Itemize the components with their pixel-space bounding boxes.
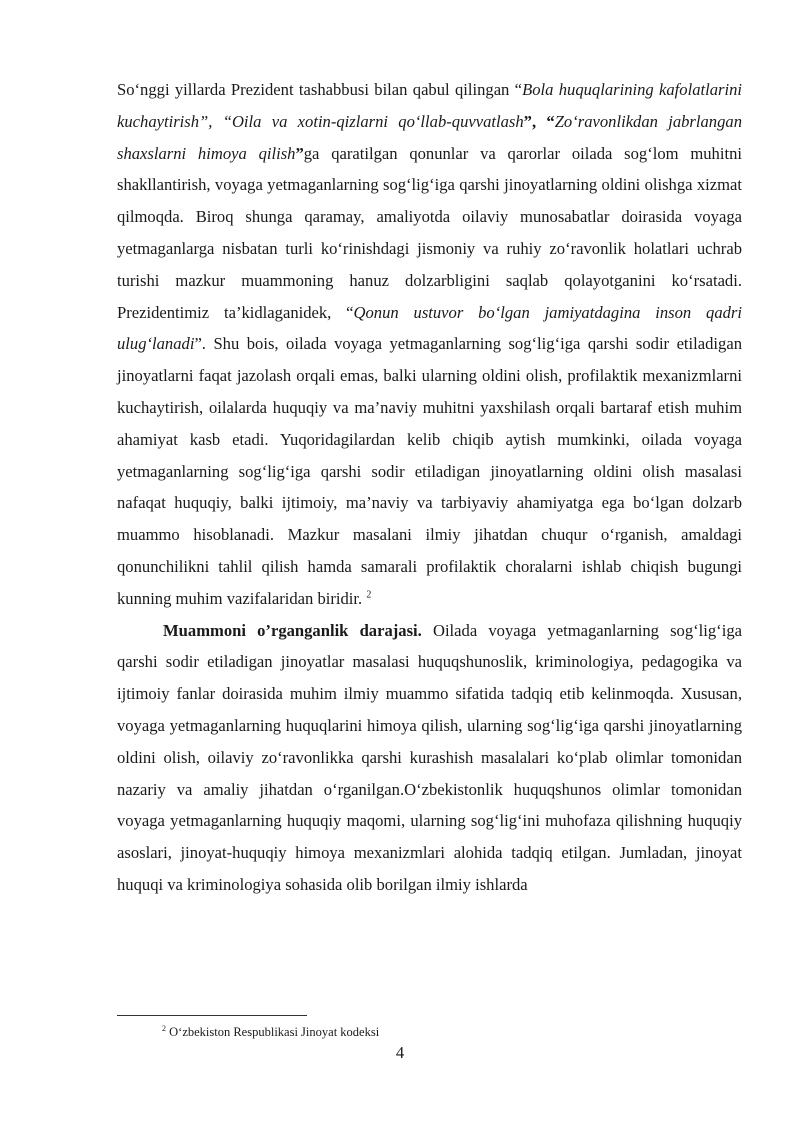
italic-law-title-3: Zo‘ravonlikdan jabrlangan shaxslarni himoya qilish bbox=[117, 111, 742, 163]
text-run: ”. Shu bois, oilada voyaga yetmaganlarning sog‘lig‘iga qarshi sodir etiladigan jinoyatlarni faqat jazolash orqali emas, balki ularning oldini olish, profilaktik mexanizmlarni kuchaytirish, oilalarda huquqiy va ma’naviy muhitni yaxshilash orqali bartaraf etish muhim ahamiyat kasb etadi. Yuqoridagilardan kelib chiqib aytish mumkinki, oilada voyaga yetmaganlarning sog‘lig‘iga qarshi sodir etiladigan jinoyatlarning oldini olish masalasi nafaqat huquqiy, balki ijtimoiy, ma’naviy va tarbiyaviy ahamiyatga ega bo‘lgan dolzarb muammo hisoblanadi. Mazkur masalani ilmiy jihatdan chuqur o‘rganish, amaldagi qonunchilikni tahlil qilish hamda samarali profilaktik choralarni ishlab chiqish bugungi kunning muhim vazifalaridan biridir. bbox=[117, 334, 742, 608]
section-heading: Muammoni o’rganganlik darajasi. bbox=[163, 620, 422, 640]
footnote-separator bbox=[117, 1015, 307, 1016]
text-run: So‘nggi yillarda Prezident tashabbusi bilan qabul qilingan “ bbox=[117, 80, 523, 99]
paragraph-study-level bbox=[117, 615, 742, 901]
paragraph-intro bbox=[117, 74, 742, 615]
footnote-text: O‘zbekiston Respublikasi Jinoyat kodeksi bbox=[166, 1025, 380, 1039]
page-number: 4 bbox=[395, 1043, 405, 1062]
footnote-reference[interactable]: 2 bbox=[366, 589, 372, 601]
bold-quote-mark: ” bbox=[295, 143, 304, 163]
italic-law-title-2: Oila va xotin-qizlarni qo‘llab-quvvatlash bbox=[231, 111, 524, 131]
footnote-marker: 2 bbox=[162, 1023, 166, 1033]
italic-law-title-1: Bola huquqlarining kafolatlarini kuchaytirish bbox=[117, 80, 742, 131]
body-text bbox=[117, 74, 742, 901]
bold-quote-marks: ”, “ bbox=[523, 111, 555, 131]
footnote bbox=[162, 1024, 379, 1040]
text-run: ga qaratilgan qonunlar va qarorlar oilada sog‘lom muhitni shakllantirish, voyaga yetmaganlarning sog‘lig‘iga qarshi jinoyatlarning oldini olishga xizmat qilmoqda. Biroq shunga qaramay, amaliyotda oilaviy munosabatlar doirasida voyaga yetmaganlarga nisbatan turli ko‘rinishdagi jismoniy va ruhiy zo‘ravonlik holatlari uchrab turishi mazkur muammoning hanuz dolzarbligini saqlab qolayotganini ko‘rsatadi. Prezidentimiz ta’kidlaganidek, “ bbox=[117, 143, 742, 322]
italic-quote: Qonun ustuvor bo‘lgan jamiyatdagina inson qadri ulug‘lanadi bbox=[117, 302, 742, 354]
text-run: ”, “ bbox=[199, 111, 232, 131]
text-run: Oilada voyaga yetmaganlarning sog‘lig‘iga qarshi sodir etiladigan jinoyatlar masalasi huquqshunoslik, kriminologiya, pedagogika va ijtimoiy fanlar doirasida muhim ilmiy muammo sifatida tadqiq etib kelinmoqda. Xususan, voyaga yetmaganlarning huquqlarini himoya qilish, ularning sog‘lig‘iga qarshi jinoyatlarning oldini olish, oilaviy zo‘ravonlikka qarshi kurashish masalalari ko‘plab olimlar tomonidan nazariy va amaliy jihatdan o‘rganilgan.O‘zbekistonlik huquqshunos olimlar tomonidan voyaga yetmaganlarning huquqiy maqomi, ularning sog‘lig‘ini muhofaza qilishning huquqiy asoslari, jinoyat-huquqiy himoya mexanizmlari alohida tadqiq etilgan. Jumladan, jinoyat huquqi va kriminologiya sohasida olib borilgan ilmiy ishlarda bbox=[117, 620, 742, 894]
